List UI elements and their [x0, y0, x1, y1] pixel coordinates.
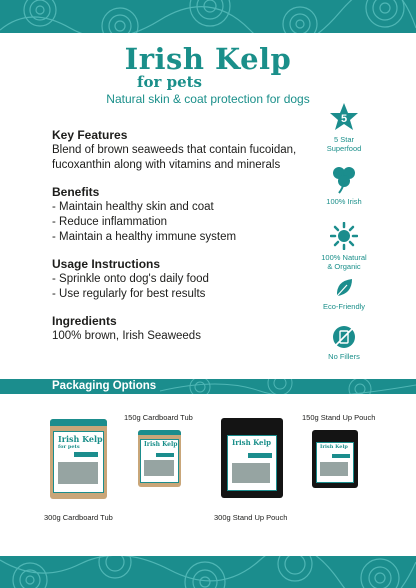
dog-walker-illustration: [232, 463, 270, 483]
badge-label: 100% Natural: [321, 253, 367, 262]
benefits-section: [52, 185, 302, 245]
bottom-decorative-band: [0, 556, 416, 588]
badge-label: Superfood: [326, 144, 362, 153]
sun-icon: [330, 222, 358, 250]
five-star-icon: [329, 102, 359, 132]
no-fillers-icon: [332, 325, 356, 349]
caption-150g-tub: 150g Cardboard Tub: [124, 413, 193, 422]
tub-lid: [50, 419, 107, 426]
list-item: - Sprinkle onto dog's daily food: [52, 273, 209, 285]
product-mini-title: Irish Kelp: [232, 438, 272, 447]
section-text: Blend of brown seaweeds that contain fucoidan, fucoxanthin along with vitamins and minerals: [52, 144, 297, 171]
list-item: - Reduce inflammation: [52, 216, 168, 228]
swirl-pattern-bottom: [0, 556, 416, 588]
caption-150g-pouch: 150g Stand Up Pouch: [302, 413, 376, 422]
badge-label: 5 Star: [333, 135, 354, 144]
ingredients-section: [52, 314, 302, 344]
usage-section: [52, 257, 302, 302]
badge-no-fillers: [314, 325, 374, 361]
top-decorative-band: [0, 0, 416, 33]
product-150g-tub: [138, 430, 181, 487]
main-content: [52, 128, 302, 356]
dog-walker-illustration: [320, 462, 348, 476]
badge-number: 5: [340, 113, 348, 125]
list-item: - Maintain healthy skin and coat: [52, 201, 214, 213]
tagline: Natural skin & coat protection for dogs: [106, 92, 310, 106]
label-stripe: [248, 453, 272, 458]
badge-label: No Fillers: [328, 352, 360, 361]
caption-300g-pouch: 300g Stand Up Pouch: [214, 513, 288, 522]
page-subtitle: for pets: [137, 73, 202, 91]
badge-label: 100% Irish: [326, 197, 362, 206]
badge-five-star: [314, 102, 374, 153]
label-stripe: [156, 453, 174, 457]
product-mini-title: Irish Kelp: [320, 444, 348, 450]
badge-label: Eco-Friendly: [322, 302, 366, 311]
key-features-section: [52, 128, 302, 173]
badge-natural: [314, 222, 374, 271]
label-stripe: [74, 452, 98, 457]
tub-label: [53, 431, 104, 493]
product-mini-title: Irish Kelp: [58, 434, 103, 444]
section-heading: Usage Instructions: [52, 257, 161, 271]
dog-walker-illustration: [144, 460, 174, 476]
packaging-band-left: [0, 379, 48, 394]
tub-lid: [138, 430, 181, 435]
leaf-icon: [334, 277, 354, 299]
product-300g-tub: [50, 419, 107, 499]
pouch-label: [316, 442, 354, 483]
list-item: - Use regularly for best results: [52, 288, 206, 300]
dog-walker-illustration: [58, 462, 98, 484]
product-mini-title: Irish Kelp: [144, 441, 178, 448]
badge-label: & Organic: [327, 262, 361, 271]
pouch-label: [227, 435, 277, 491]
packaging-heading: Packaging Options: [52, 380, 157, 392]
caption-300g-tub: 300g Cardboard Tub: [44, 513, 113, 522]
label-stripe: [332, 454, 350, 458]
list-item: - Maintain a healthy immune system: [52, 231, 237, 243]
tub-label: [140, 439, 179, 483]
badge-eco: [314, 277, 374, 311]
section-heading: Ingredients: [52, 314, 117, 328]
shamrock-icon: [330, 164, 358, 194]
swirl-pattern-top: [0, 0, 416, 33]
page-title: Irish Kelp: [124, 42, 292, 76]
product-150g-pouch: [312, 430, 358, 488]
product-mini-subtitle: for pets: [58, 444, 80, 450]
product-300g-pouch: [221, 418, 283, 498]
section-heading: Key Features: [52, 128, 128, 142]
section-text: 100% brown, Irish Seaweeds: [52, 330, 201, 342]
section-heading: Benefits: [52, 185, 100, 199]
badge-irish: [314, 164, 374, 206]
